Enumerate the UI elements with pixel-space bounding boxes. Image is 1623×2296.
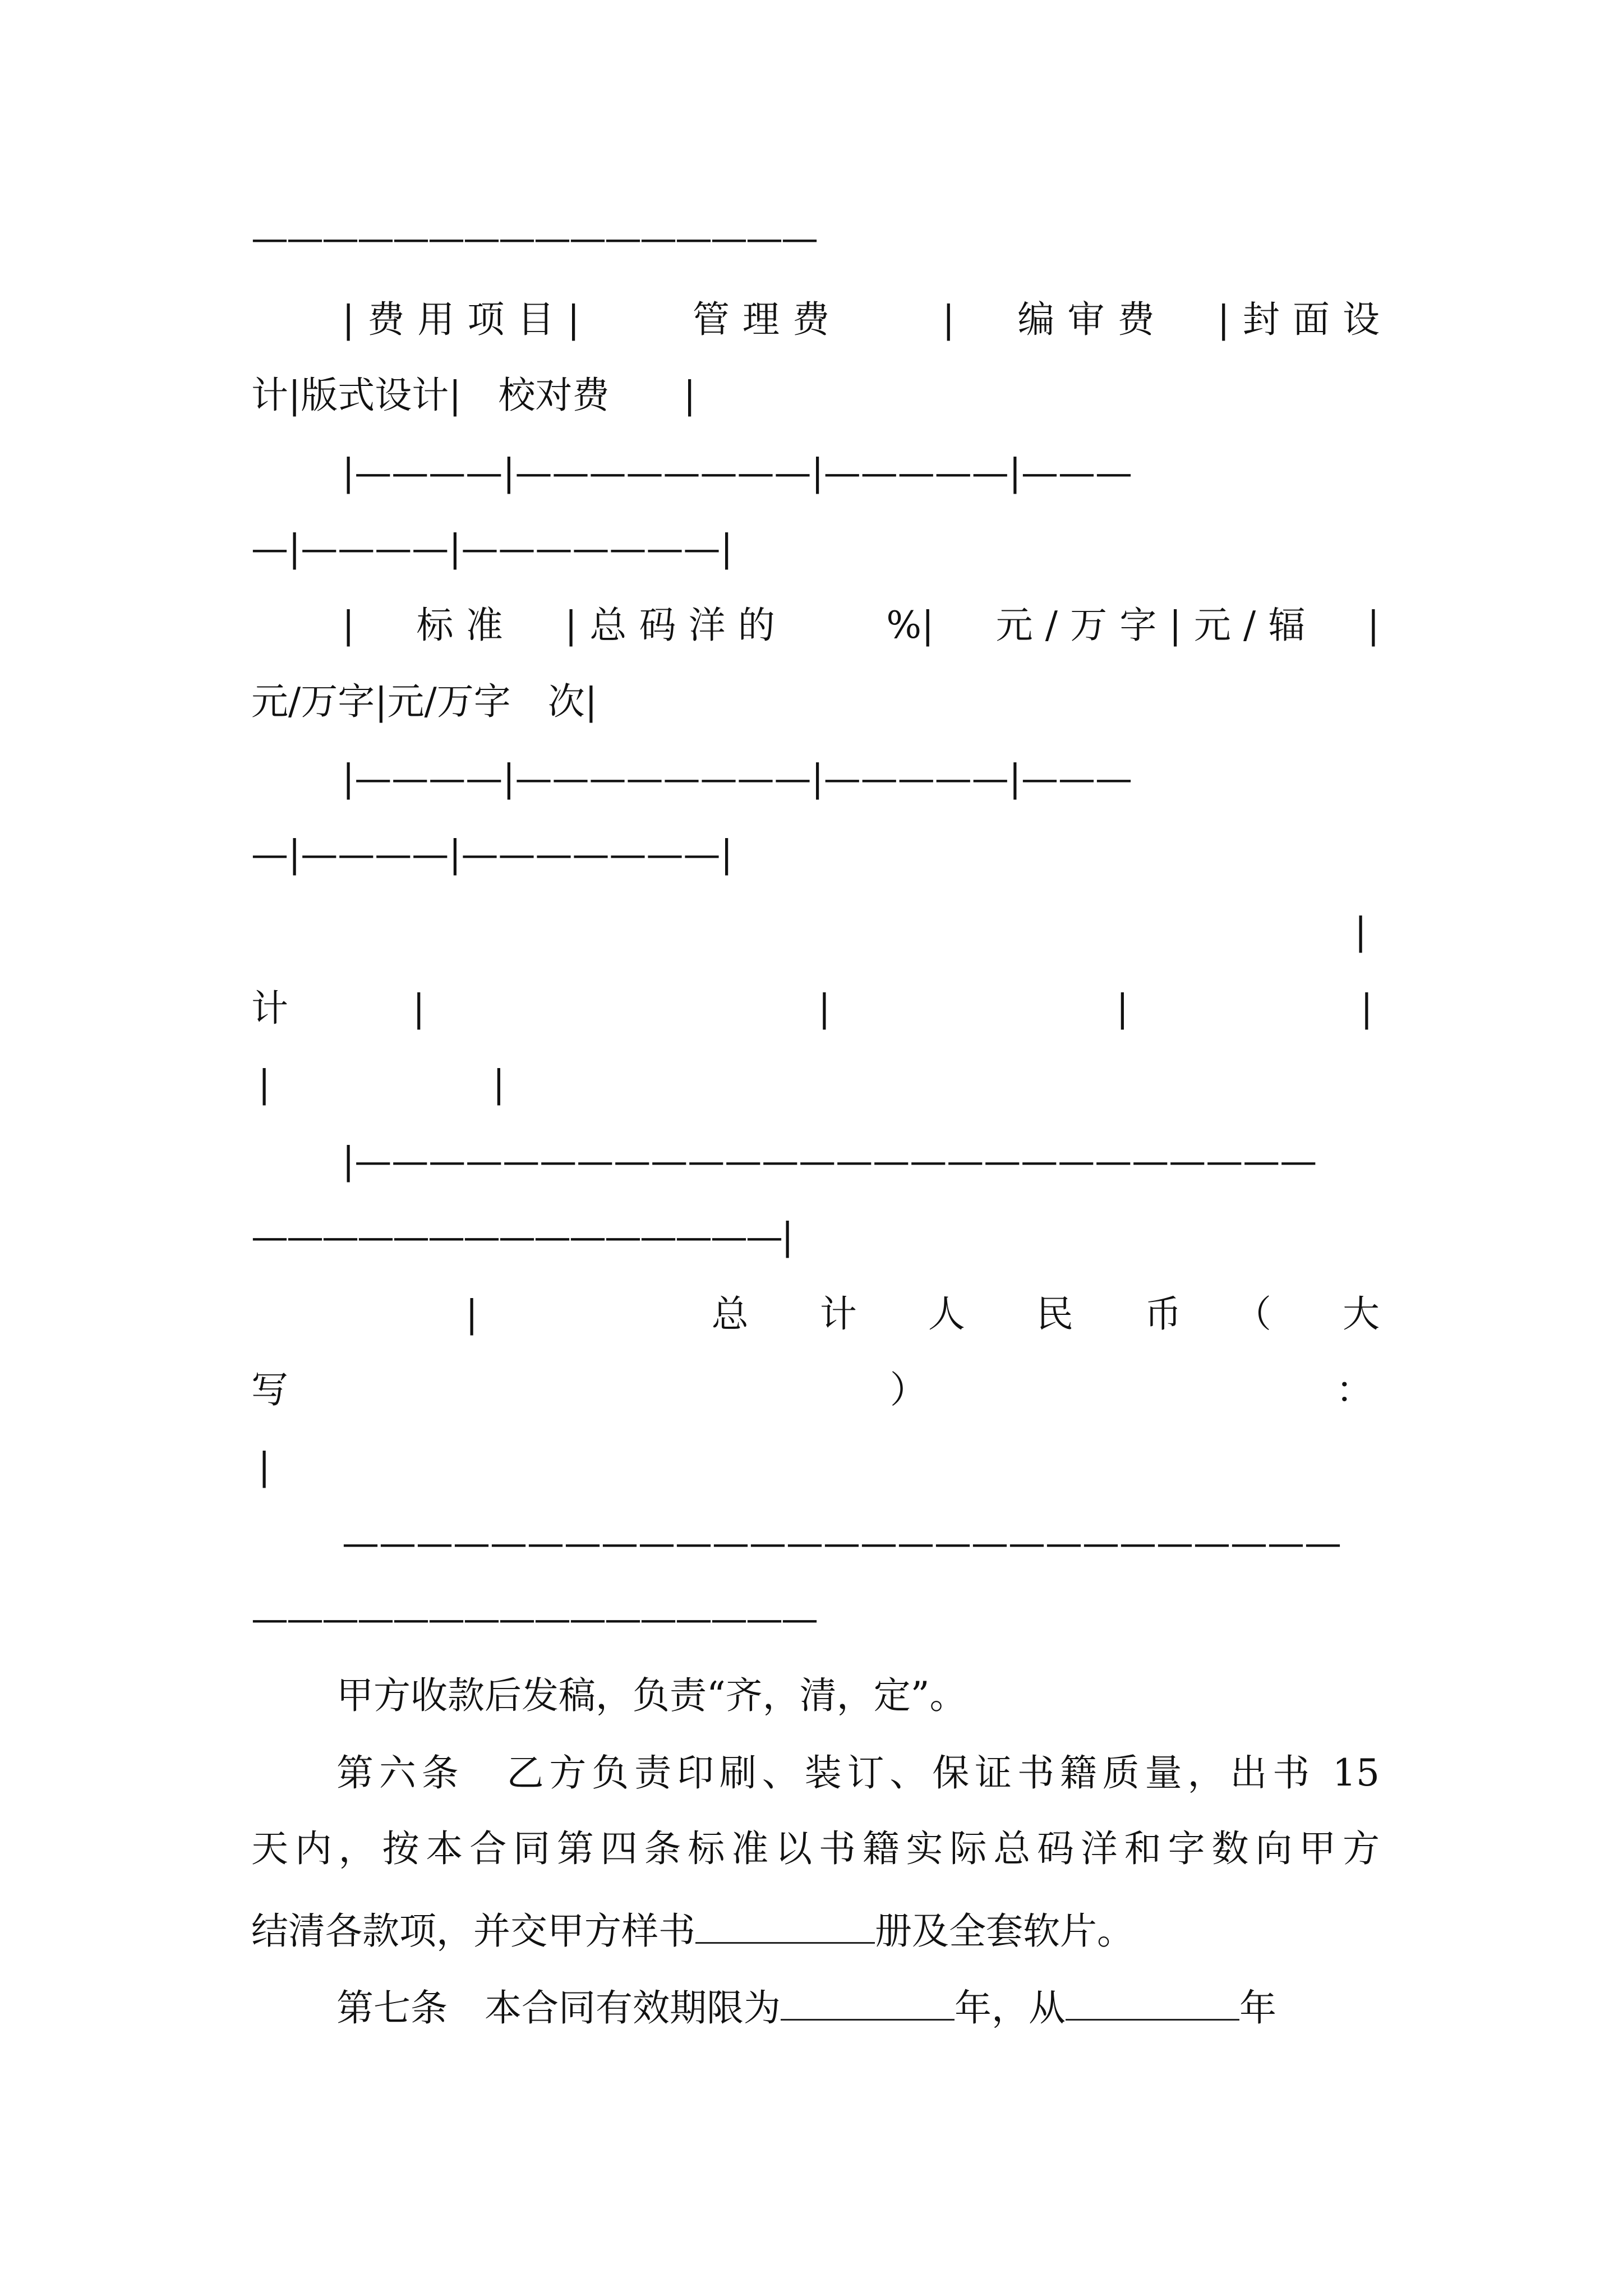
table-separator-2-part2: —|————|———————| [251, 832, 733, 876]
article-six-line3-end: 册及全套软片。 [875, 1910, 1134, 1953]
article-seven-year: 年 [1239, 1986, 1276, 2030]
start-year-blank [1066, 1984, 1239, 2021]
table-standard-row-part1: | 标准 |总码洋的 %| 元/万字|元/辐 | [342, 604, 1380, 647]
table-standard-row-part2: 元/万字|元/万字 次| [251, 680, 597, 723]
table-separator-1-part1: |————|————————|—————|——— [342, 451, 1132, 494]
table-separator-3-part1: |—————————————————————————— [342, 1139, 1317, 1182]
table-bottom-rule-part2: ———————————————— [251, 1597, 817, 1640]
table-bottom-rule-part1: ——————————————————————————— [342, 1521, 1341, 1565]
article-six-line2: 天内，按本合同第四条标准以书籍实际总码洋和字数向甲方 [251, 1827, 1380, 1870]
article-seven-line1 [336, 1984, 1276, 2030]
article-seven-year-from: 年，从 [955, 1986, 1066, 2030]
grand-total-label-end: | [258, 1445, 271, 1488]
validity-years-blank [781, 1984, 955, 2021]
table-total-row-cells: 计 | | | | [251, 987, 1373, 1030]
table-total-row-end: | | [258, 1062, 505, 1106]
article-six-line3-text: 结清各款项，并交甲方样书 [251, 1910, 695, 1953]
article-six-line3 [251, 1907, 1134, 1953]
grand-total-label-part1: | 总 计 人 民 币 （ 大 [465, 1292, 1380, 1336]
table-top-rule: ———————————————— [251, 217, 817, 260]
table-separator-3-part2: ———————————————| [251, 1215, 792, 1258]
paragraph-payment-note: 甲方收款后发稿，负责“齐，清，定”。 [336, 1674, 967, 1717]
table-header-row-part1: |费用项目| 管理费 | 编审费 |封面设 [342, 298, 1380, 341]
table-header-row-part2: 计|版式设计| 校对费 | [251, 374, 696, 417]
sample-copies-blank [695, 1907, 875, 1944]
article-six-line1: 第六条 乙方负责印刷、装订、保证书籍质量，出书 15 [336, 1751, 1380, 1795]
table-total-row-bar: | [1354, 910, 1367, 953]
article-seven-text: 第七条 本合同有效期限为 [336, 1986, 781, 2030]
table-separator-2-part1: |————|————————|—————|——— [342, 757, 1132, 800]
table-separator-1-part2: —|————|———————| [251, 527, 733, 570]
grand-total-label-part2: 写 ） ： [251, 1368, 1373, 1411]
